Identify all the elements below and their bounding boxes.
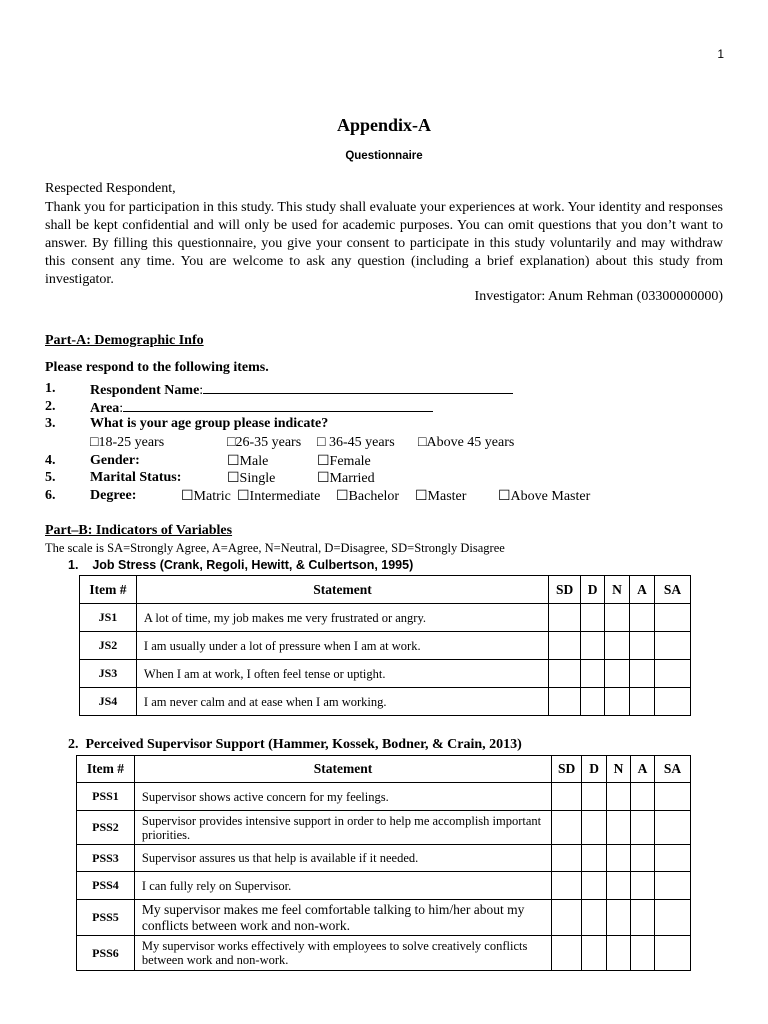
response-d[interactable] xyxy=(582,872,607,900)
age-option-1[interactable]: □18-25 years xyxy=(90,435,165,450)
degree-option-matric[interactable]: ☐Matric xyxy=(181,489,231,504)
response-a[interactable] xyxy=(630,660,655,688)
response-d[interactable] xyxy=(581,660,605,688)
gender-option-male[interactable]: ☐Male xyxy=(227,454,269,469)
response-n[interactable] xyxy=(607,900,631,936)
item-code: PSS3 xyxy=(77,845,135,872)
salutation: Respected Respondent, xyxy=(45,181,176,196)
respondent-name-field[interactable] xyxy=(203,381,513,394)
table-row xyxy=(80,660,691,688)
section-1-title: Job Stress (Crank, Regoli, Hewitt, & Culbertson, 1995) xyxy=(92,558,414,572)
col-a: A xyxy=(631,756,655,783)
job-stress-table xyxy=(79,575,691,716)
q2-row xyxy=(90,399,433,417)
response-a[interactable] xyxy=(630,632,655,660)
response-sd[interactable] xyxy=(549,604,581,632)
age-option-3[interactable]: □ 36-45 years xyxy=(317,435,395,450)
degree-option-master[interactable]: ☐Master xyxy=(415,489,467,504)
page-number: 1 xyxy=(717,47,724,61)
response-n[interactable] xyxy=(605,688,630,716)
item-statement: Supervisor provides intensive support in order to help me accomplish important priorities. xyxy=(134,811,551,845)
response-sa[interactable] xyxy=(655,936,691,971)
page-title: Appendix-A xyxy=(336,115,432,135)
q1-colon: : xyxy=(199,383,204,398)
response-sa[interactable] xyxy=(654,688,690,716)
part-a-instruction: Please respond to the following items. xyxy=(45,360,269,375)
age-option-4[interactable]: □Above 45 years xyxy=(418,435,515,450)
response-sa[interactable] xyxy=(654,604,690,632)
item-statement: My supervisor works effectively with employees to solve creatively conflicts between work and non-work. xyxy=(134,936,551,971)
q2-colon: : xyxy=(119,401,124,416)
response-d[interactable] xyxy=(582,936,607,971)
q5-label: Marital Status: xyxy=(90,470,182,485)
degree-option-above-master[interactable]: ☐Above Master xyxy=(498,489,591,504)
section-1-number: 1. xyxy=(68,558,79,572)
response-a[interactable] xyxy=(630,604,655,632)
response-sd[interactable] xyxy=(549,660,581,688)
response-sa[interactable] xyxy=(655,845,691,872)
response-a[interactable] xyxy=(631,845,655,872)
degree-option-intermediate[interactable]: ☐Intermediate xyxy=(237,489,321,504)
q1-number: 1. xyxy=(45,381,56,396)
response-n[interactable] xyxy=(605,604,630,632)
response-n[interactable] xyxy=(607,811,631,845)
q1-row xyxy=(90,381,513,399)
response-d[interactable] xyxy=(581,604,605,632)
q4-label: Gender: xyxy=(90,453,140,468)
table-row xyxy=(80,688,691,716)
q2-number: 2. xyxy=(45,399,56,414)
part-a-heading: Part-A: Demographic Info xyxy=(45,333,204,348)
response-sd[interactable] xyxy=(552,845,582,872)
table-header-row xyxy=(80,576,691,604)
q3-label: What is your age group please indicate? xyxy=(90,416,329,431)
response-sa[interactable] xyxy=(655,872,691,900)
response-sd[interactable] xyxy=(552,811,582,845)
response-d[interactable] xyxy=(581,632,605,660)
table-row xyxy=(77,936,691,971)
col-n: N xyxy=(605,576,630,604)
item-code: JS4 xyxy=(80,688,137,716)
response-d[interactable] xyxy=(582,811,607,845)
table-header-row xyxy=(77,756,691,783)
q4-number: 4. xyxy=(45,453,56,468)
col-sa: SA xyxy=(654,576,690,604)
table-row xyxy=(77,783,691,811)
col-item: Item # xyxy=(77,756,135,783)
response-sa[interactable] xyxy=(654,632,690,660)
item-code: PSS5 xyxy=(77,900,135,936)
item-code: PSS2 xyxy=(77,811,135,845)
item-statement: I am never calm and at ease when I am working. xyxy=(136,688,548,716)
response-a[interactable] xyxy=(630,688,655,716)
item-statement: I can fully rely on Supervisor. xyxy=(134,872,551,900)
table-row xyxy=(77,845,691,872)
response-sd[interactable] xyxy=(549,632,581,660)
response-sd[interactable] xyxy=(552,936,582,971)
col-sa: SA xyxy=(655,756,691,783)
q5-number: 5. xyxy=(45,470,56,485)
response-d[interactable] xyxy=(581,688,605,716)
part-b-heading: Part–B: Indicators of Variables xyxy=(45,523,233,538)
response-d[interactable] xyxy=(582,900,607,936)
col-statement: Statement xyxy=(136,576,548,604)
table-row xyxy=(77,900,691,936)
table-row xyxy=(80,632,691,660)
page-subtitle: Questionnaire xyxy=(345,150,423,162)
item-code: PSS6 xyxy=(77,936,135,971)
response-n[interactable] xyxy=(607,783,631,811)
response-d[interactable] xyxy=(582,783,607,811)
col-d: D xyxy=(581,576,605,604)
marital-option-single[interactable]: ☐Single xyxy=(227,471,276,486)
q6-number: 6. xyxy=(45,488,56,503)
response-a[interactable] xyxy=(631,936,655,971)
col-item: Item # xyxy=(80,576,137,604)
item-statement: I am usually under a lot of pressure when I am at work. xyxy=(136,632,548,660)
supervisor-support-table xyxy=(76,755,691,971)
section-1-heading xyxy=(68,558,413,572)
q1-label: Respondent Name xyxy=(90,383,200,398)
response-d[interactable] xyxy=(582,845,607,872)
marital-option-married[interactable]: ☐Married xyxy=(317,471,375,486)
response-sa[interactable] xyxy=(655,783,691,811)
intro-paragraph: Thank you for participation in this study. This study shall evaluate your experiences at work. Your identity and responses shall be kept confidential and will only be used for academic purposes. You can omit questions that you don’t want to answer. By filling this questionnaire, you give your consent to participate in this study voluntarily and may withdraw this consent any time. You are welcome to ask any question (including a brief explanation) about this study from investigator. xyxy=(45,200,723,287)
response-sa[interactable] xyxy=(655,900,691,936)
gender-option-female[interactable]: ☐Female xyxy=(317,454,371,469)
q3-number: 3. xyxy=(45,416,56,431)
col-n: N xyxy=(607,756,631,783)
response-a[interactable] xyxy=(631,783,655,811)
response-n[interactable] xyxy=(607,872,631,900)
col-a: A xyxy=(630,576,655,604)
response-n[interactable] xyxy=(607,936,631,971)
item-statement: A lot of time, my job makes me very frustrated or angry. xyxy=(136,604,548,632)
response-a[interactable] xyxy=(631,811,655,845)
item-code: PSS1 xyxy=(77,783,135,811)
section-2-number: 2. xyxy=(68,737,79,752)
response-sd[interactable] xyxy=(552,783,582,811)
response-sd[interactable] xyxy=(552,872,582,900)
investigator-line: Investigator: Anum Rehman (03300000000) xyxy=(474,289,723,304)
response-n[interactable] xyxy=(605,660,630,688)
item-code: JS2 xyxy=(80,632,137,660)
table-row xyxy=(77,811,691,845)
response-sa[interactable] xyxy=(655,811,691,845)
area-field[interactable] xyxy=(123,399,433,412)
response-sd[interactable] xyxy=(549,688,581,716)
q2-label: Area xyxy=(90,401,120,416)
item-code: JS3 xyxy=(80,660,137,688)
section-2-title: Perceived Supervisor Support (Hammer, Kossek, Bodner, & Crain, 2013) xyxy=(85,737,522,752)
item-statement: My supervisor makes me feel comfortable talking to him/her about my conflicts between work and non-work. xyxy=(134,900,551,936)
q6-label: Degree: xyxy=(90,488,137,503)
response-n[interactable] xyxy=(605,632,630,660)
table-row xyxy=(77,872,691,900)
section-2-heading xyxy=(68,737,522,753)
item-statement: When I am at work, I often feel tense or uptight. xyxy=(136,660,548,688)
scale-description: The scale is SA=Strongly Agree, A=Agree, N=Neutral, D=Disagree, SD=Strongly Disagree xyxy=(45,541,505,555)
age-option-2[interactable]: □26-35 years xyxy=(227,435,302,450)
item-code: JS1 xyxy=(80,604,137,632)
response-sd[interactable] xyxy=(552,900,582,936)
response-n[interactable] xyxy=(607,845,631,872)
response-sa[interactable] xyxy=(654,660,690,688)
degree-option-bachelor[interactable]: ☐Bachelor xyxy=(336,489,400,504)
item-code: PSS4 xyxy=(77,872,135,900)
table-row xyxy=(80,604,691,632)
col-d: D xyxy=(582,756,607,783)
col-sd: SD xyxy=(549,576,581,604)
item-statement: Supervisor assures us that help is available if it needed. xyxy=(134,845,551,872)
response-a[interactable] xyxy=(631,872,655,900)
item-statement: Supervisor shows active concern for my feelings. xyxy=(134,783,551,811)
col-statement: Statement xyxy=(134,756,551,783)
col-sd: SD xyxy=(552,756,582,783)
response-a[interactable] xyxy=(631,900,655,936)
